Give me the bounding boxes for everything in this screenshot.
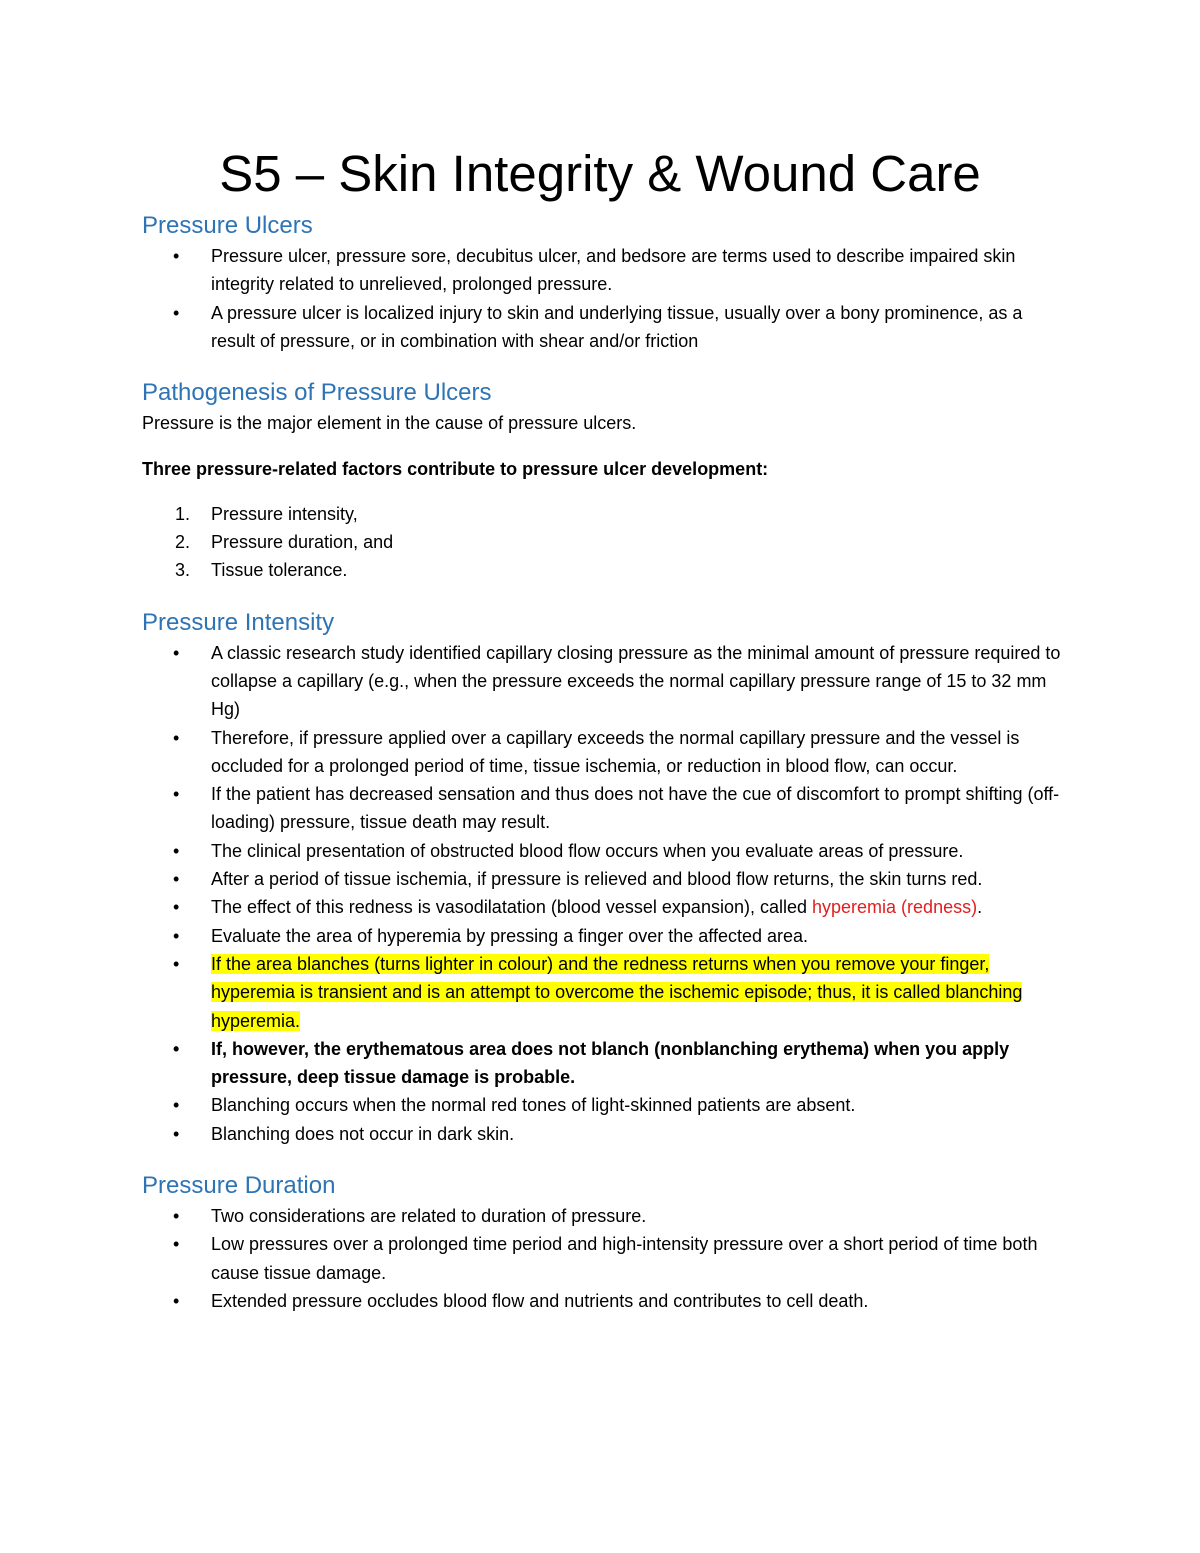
document-title: S5 – Skin Integrity & Wound Care: [219, 145, 981, 202]
list-item: • After a period of tissue ischemia, if pressure is relieved and blood flow returns, the skin turns red.: [142, 865, 1062, 893]
pathogenesis-factors-label: Three pressure-related factors contribute to pressure ulcer development:: [142, 459, 769, 480]
list-text: Tissue tolerance.: [211, 560, 348, 581]
list-item: • Evaluate the area of hyperemia by pressing a finger over the affected area.: [142, 922, 1062, 950]
document-body: [142, 138, 1062, 1315]
heading-pressure-ulcers: Pressure Ulcers: [142, 212, 313, 239]
list-item: • Blanching occurs when the normal red tones of light-skinned patients are absent.: [142, 1091, 1062, 1119]
list-item: • Therefore, if pressure applied over a capillary exceeds the normal capillary pressure and the vessel is occluded for a prolonged period of time, tissue ischemia, or reduction in blood flow, can occur.: [142, 724, 1062, 781]
list-item: • Pressure ulcer, pressure sore, decubitus ulcer, and bedsore are terms used to describe impaired skin integrity related to unrelieved, prolonged pressure.: [142, 242, 1062, 299]
list-text: Pressure intensity,: [211, 503, 358, 524]
list-item-highlighted: [142, 950, 1062, 1035]
list-number: 2.: [175, 532, 191, 553]
pressure-duration-list: [142, 1202, 1062, 1315]
heading-pressure-intensity: Pressure Intensity: [142, 608, 335, 636]
list-item: [142, 528, 1062, 556]
list-item: • A classic research study identified capillary closing pressure as the minimal amount of pressure required to collapse a capillary (e.g., when the pressure exceeds the normal capillary pressure range of 15 to 32 mm Hg): [142, 639, 1062, 724]
heading-pathogenesis: Pathogenesis of Pressure Ulcers: [142, 379, 492, 407]
list-item: • Extended pressure occludes blood flow and nutrients and contributes to cell death.: [142, 1287, 1062, 1315]
list-item: • If the patient has decreased sensation and thus does not have the cue of discomfort to prompt shifting (off-loading) pressure, tissue death may result.: [142, 780, 1062, 837]
pressure-ulcers-list: [142, 242, 1062, 355]
list-item: • A pressure ulcer is localized injury to skin and underlying tissue, usually over a bony prominence, as a result of pressure, or in combination with shear and/or friction: [142, 299, 1062, 356]
list-item: [142, 500, 1062, 528]
list-text: Pressure duration, and: [211, 532, 394, 553]
list-item: [142, 556, 1062, 584]
pressure-intensity-list: [142, 639, 1062, 1148]
list-item: • The clinical presentation of obstructed blood flow occurs when you evaluate areas of pressure.: [142, 837, 1062, 865]
list-item: [142, 893, 1062, 921]
list-item-bold: • If, however, the erythematous area does not blanch (nonblanching erythema) when you apply pressure, deep tissue damage is probable.: [142, 1035, 1062, 1092]
list-number: 3.: [175, 560, 191, 581]
hyperemia-term: hyperemia (redness): [812, 897, 978, 918]
list-item: • Low pressures over a prolonged time period and high-intensity pressure over a short period of time both cause tissue damage.: [142, 1230, 1062, 1287]
pathogenesis-factors-list: [142, 500, 1062, 585]
hyperemia-text-after: .: [977, 897, 983, 918]
list-number: 1.: [175, 503, 191, 524]
list-item: • Two considerations are related to duration of pressure.: [142, 1202, 1062, 1230]
heading-pressure-duration: Pressure Duration: [142, 1172, 336, 1200]
highlighted-text: If the area blanches (turns lighter in colour) and the redness returns when you remove your finger, hyperemia is transient and is an attempt to overcome the ischemic episode; thus, it is called blanching hyperemia.: [211, 953, 1023, 1031]
pathogenesis-intro: Pressure is the major element in the cause of pressure ulcers.: [142, 413, 637, 434]
hyperemia-text-before: The effect of this redness is vasodilatation (blood vessel expansion), called: [211, 897, 813, 918]
list-item: • Blanching does not occur in dark skin.: [142, 1120, 1062, 1148]
